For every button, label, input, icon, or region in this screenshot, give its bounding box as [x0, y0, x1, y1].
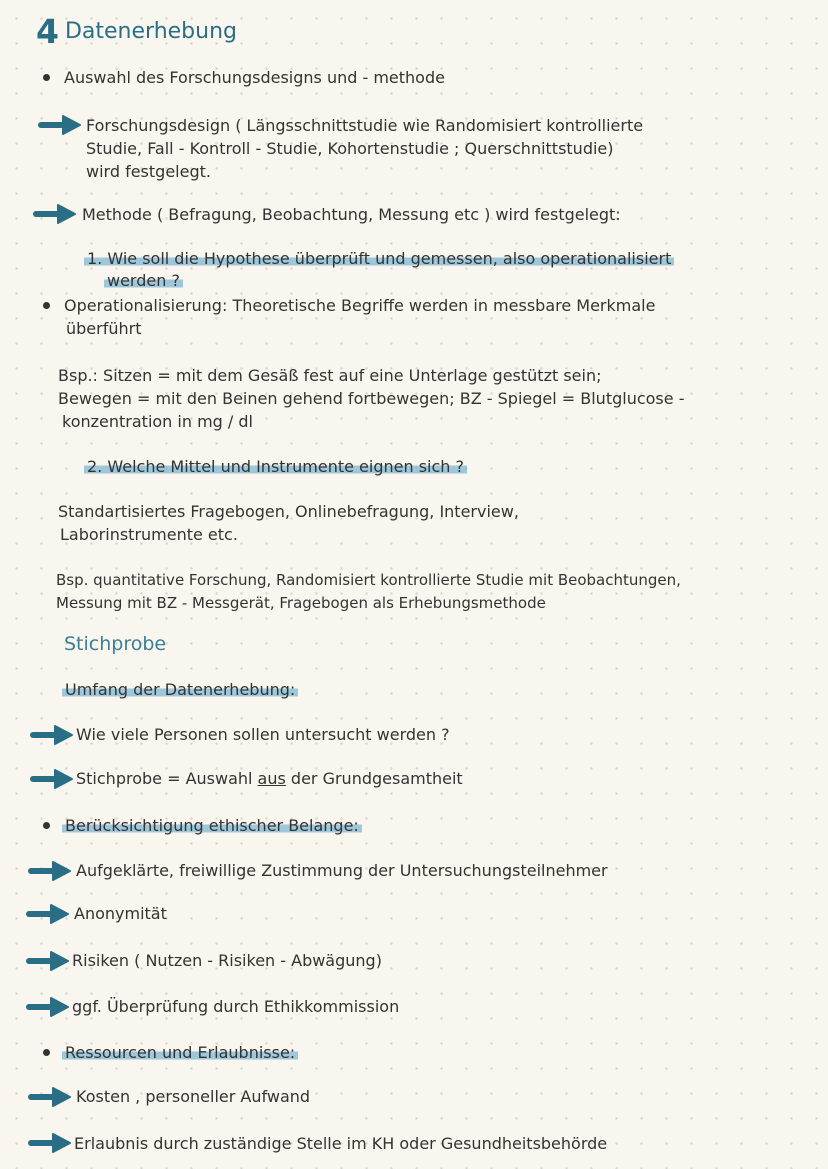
- operationalization-line: Operationalisierung: Theoretische Begriffe werden in messbare Merkmale: [64, 296, 656, 315]
- section-title: Datenerhebung: [64, 19, 237, 44]
- arrow-icon: [33, 203, 77, 225]
- resources-bullet-text: [62, 1043, 298, 1063]
- ethics-item: Risiken ( Nutzen - Risiken - Abwägung): [72, 951, 382, 970]
- arrow-icon: [28, 860, 72, 882]
- page-title: [36, 14, 237, 50]
- bullet-point: [43, 822, 50, 829]
- design-line: Forschungsdesign ( Längsschnittstudie wie Randomisiert kontrollierte: [86, 116, 644, 135]
- highlight: werden ?: [104, 271, 183, 290]
- operationalization-line: überführt: [66, 319, 142, 338]
- highlight: 2. Welche Mittel und Instrumente eignen sich ?: [84, 457, 467, 476]
- resources-item: Erlaubnis durch zuständige Stelle im KH oder Gesundheitsbehörde: [74, 1134, 608, 1153]
- question-1-line: [104, 271, 183, 291]
- bullet-point: [43, 1049, 50, 1056]
- sample-item: Wie viele Personen sollen untersucht werden ?: [76, 725, 450, 744]
- arrow-icon: [30, 724, 74, 746]
- design-bullet-text: Auswahl des Forschungsdesigns und - methode: [64, 68, 445, 87]
- sample-item-text: der Grundgesamtheit: [285, 769, 463, 788]
- design-line: wird festgelegt.: [86, 162, 211, 181]
- example-2-line: Messung mit BZ - Messgerät, Fragebogen als Erhebungsmethode: [56, 594, 546, 612]
- highlight: Ressourcen und Erlaubnisse:: [62, 1043, 298, 1062]
- sample-item-text: Stichprobe = Auswahl: [76, 769, 258, 788]
- example-line: Bsp.: Sitzen = mit dem Gesäß fest auf eine Unterlage gestützt sein;: [58, 366, 602, 385]
- highlight: Berücksichtigung ethischer Belange:: [62, 816, 362, 835]
- method-line: Methode ( Befragung, Beobachtung, Messung etc ) wird festgelegt:: [82, 205, 621, 224]
- tools-line: Standartisiertes Fragebogen, Onlinebefragung, Interview,: [58, 502, 519, 521]
- arrow-icon: [30, 768, 74, 790]
- arrow-icon: [28, 1132, 72, 1154]
- arrow-icon: [26, 996, 70, 1018]
- highlight: 1. Wie soll die Hypothese überprüft und gemessen, also operationalisiert: [84, 249, 674, 268]
- arrow-icon: [28, 1086, 72, 1108]
- design-line: Studie, Fall - Kontroll - Studie, Kohortenstudie ; Querschnittstudie): [86, 139, 614, 158]
- example-line: Bewegen = mit den Beinen gehend fortbewegen; BZ - Spiegel = Blutglucose -: [58, 389, 685, 408]
- bullet-point: [43, 74, 50, 81]
- section-number: 4: [36, 12, 59, 51]
- resources-item: Kosten , personeller Aufwand: [76, 1087, 311, 1106]
- sample-heading: Stichprobe: [64, 633, 167, 655]
- bullet-point: [43, 302, 50, 309]
- ethics-bullet-text: [62, 816, 362, 836]
- arrow-icon: [38, 114, 82, 136]
- sample-subheading: [62, 680, 298, 700]
- sample-item: [76, 769, 463, 789]
- ethics-item: ggf. Überprüfung durch Ethikkommission: [72, 997, 400, 1016]
- example-line: konzentration in mg / dl: [62, 412, 253, 431]
- ethics-item: Anonymität: [74, 904, 167, 923]
- highlight: Umfang der Datenerhebung:: [62, 680, 298, 699]
- arrow-icon: [26, 903, 70, 925]
- ethics-item: Aufgeklärte, freiwillige Zustimmung der Untersuchungsteilnehmer: [76, 861, 608, 880]
- arrow-icon: [26, 950, 70, 972]
- question-1-line: [84, 249, 674, 269]
- question-2-line: [84, 457, 467, 477]
- example-2-line: Bsp. quantitative Forschung, Randomisiert kontrollierte Studie mit Beobachtungen,: [56, 571, 681, 589]
- underlined-word: aus: [257, 769, 286, 788]
- tools-line: Laborinstrumente etc.: [60, 525, 238, 544]
